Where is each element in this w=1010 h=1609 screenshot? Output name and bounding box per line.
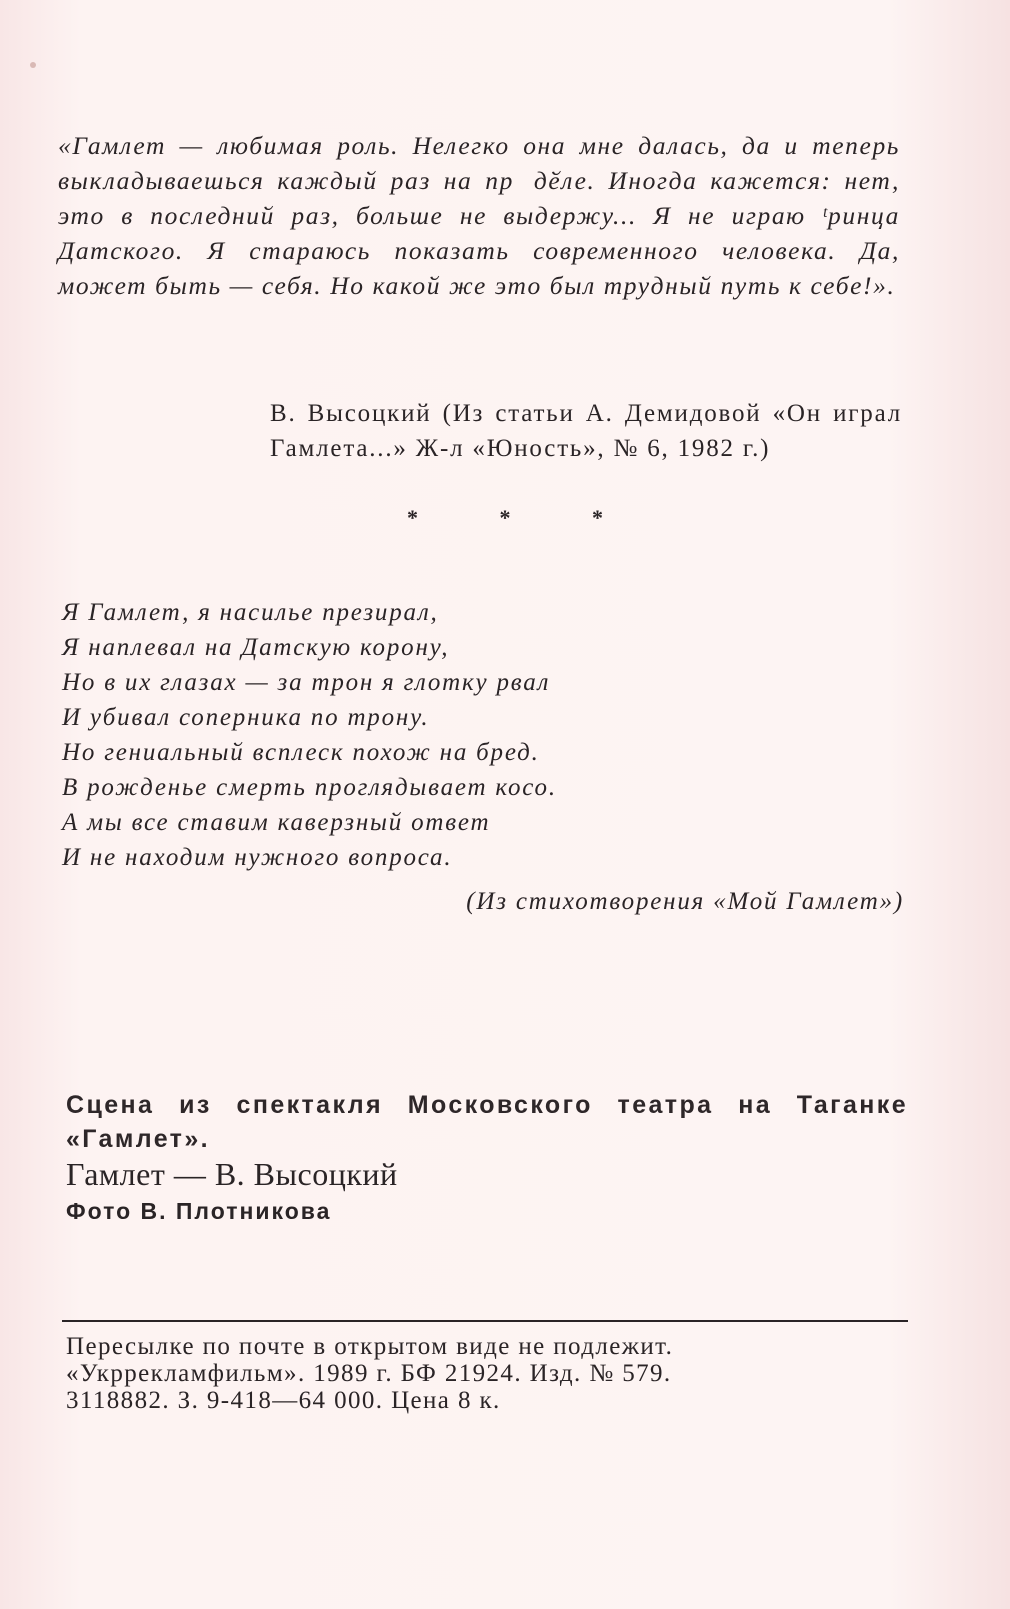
imprint-line: Пересылке по почте в открытом виде не подлежит. xyxy=(66,1333,674,1360)
poem-line: Но в их глазах — за трон я глотку рвал xyxy=(62,669,551,696)
poem-line: И убивал соперника по трону. xyxy=(62,704,430,731)
paper-speck xyxy=(30,62,36,68)
quote-attribution: В. Высоцкий (Из статьи А. Демидовой «Он играл Гамлета...» Ж-л «Юность», № 6, 1982 г.) xyxy=(270,400,902,462)
publisher-imprint xyxy=(66,1333,908,1414)
poem-line: Я наплевал на Датскую корону, xyxy=(62,634,450,661)
photo-credit: Фото В. Плотникова xyxy=(66,1198,332,1224)
asterism-separator: * * * xyxy=(407,505,641,530)
poem-line: Но гениальный всплеск похож на бред. xyxy=(62,739,540,766)
poem-source: (Из стихотворения «Мой Гамлет») xyxy=(466,888,904,915)
scene-caption: Сцена из спектакля Московского театра на Таганке «Гамлет». xyxy=(66,1091,908,1153)
poem-line: А мы все ставим каверзный ответ xyxy=(62,809,491,836)
vysotsky-quote: «Гамлет — любимая роль. Нелегко она мне далась, да и теперь выкладываешься каждый раз на пр᷑дӗле. Иногда кажется: нет, это в последний раз, больше не выдержу... Я не играю ᵗринца Датского. Я стараюсь показать современного человека. Да, может быть — себя. Но какой же это был трудный путь к себе!». xyxy=(58,131,900,300)
divider-line xyxy=(62,1320,908,1322)
poem-line: В рожденье смерть проглядывает косо. xyxy=(62,774,557,801)
poem-line: Я Гамлет, я насилье презирал, xyxy=(62,599,439,626)
poem-line: И не находим нужного вопроса. xyxy=(62,844,453,871)
imprint-line: «Укррекламфильм». 1989 г. БФ 21924. Изд. № 579. xyxy=(66,1360,672,1387)
imprint-line: 3118882. З. 9-418—64 000. Цена 8 к. xyxy=(66,1387,501,1414)
poem xyxy=(62,595,902,875)
role-caption: Гамлет — В. Высоцкий xyxy=(66,1156,398,1192)
